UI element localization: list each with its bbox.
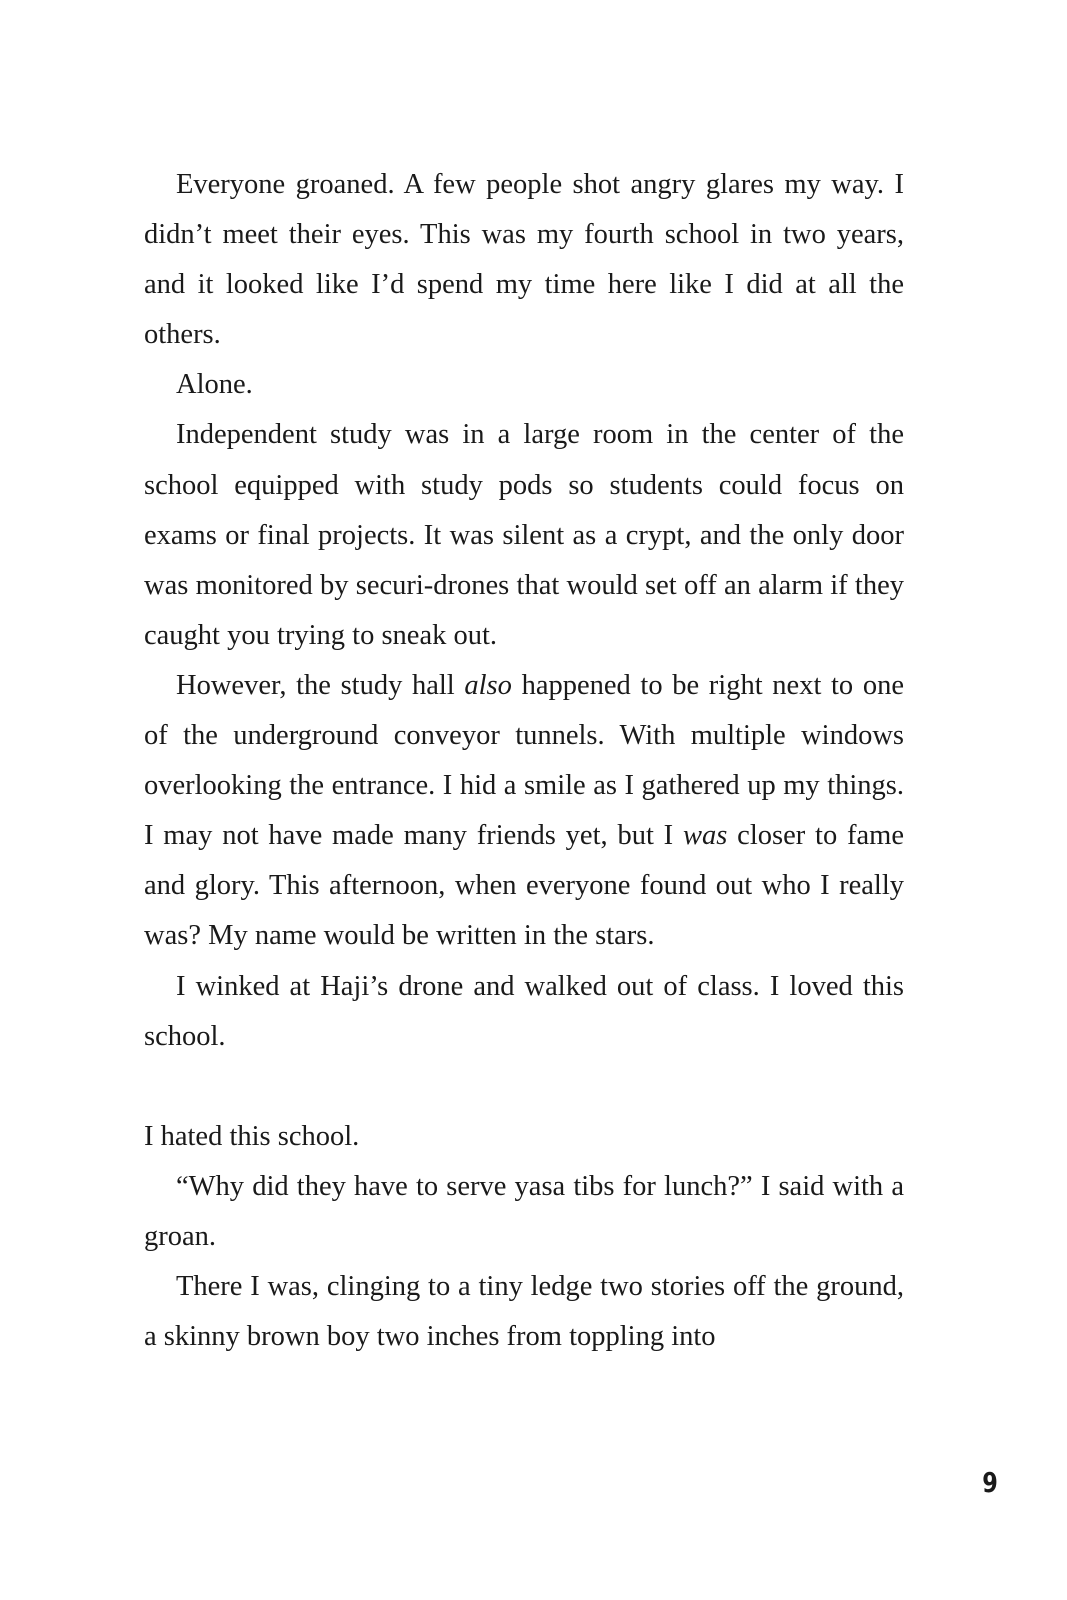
section-break bbox=[144, 1062, 904, 1112]
paragraph: I hated this school. bbox=[144, 1120, 360, 1152]
paragraph: “Why did they have to serve yasa tibs for lunch?” I said with a groan. bbox=[144, 1170, 904, 1252]
paragraph bbox=[144, 661, 904, 962]
emphasis-text: also bbox=[464, 669, 512, 701]
paragraph: I winked at Haji’s drone and walked out of class. I loved this school. bbox=[144, 970, 904, 1052]
emphasis-text: was bbox=[683, 820, 728, 852]
text-run: closer to fame and glory. This afternoon, when everyone found out who I really was? My name would be written in the stars. bbox=[144, 820, 904, 952]
paragraph: Independent study was in a large room in the center of the school equipped with study pods so students could focus on exams or final projects. It was silent as a crypt, and the only door was monitored by securi-drones that would set off an alarm if they caught you trying to sneak out. bbox=[144, 419, 904, 651]
paragraph: Alone. bbox=[176, 369, 253, 401]
text-run: However, the study hall bbox=[176, 669, 465, 701]
text-run: happened to be right next to one of the underground conveyor tunnels. With multiple windows overlooking the entrance. I hid a smile as I gathered up my things. I may not have made many friends yet, but I bbox=[144, 669, 904, 852]
body-text bbox=[144, 160, 904, 1362]
paragraph: Everyone groaned. A few people shot angry glares my way. I didn’t meet their eyes. This was my fourth school in two years, and it looked like I’d spend my time here like I did at all the others. bbox=[144, 169, 904, 351]
page-number: 9 bbox=[982, 1466, 998, 1499]
paragraph: There I was, clinging to a tiny ledge two stories off the ground, a skinny brown boy two inches from toppling into bbox=[144, 1271, 904, 1353]
